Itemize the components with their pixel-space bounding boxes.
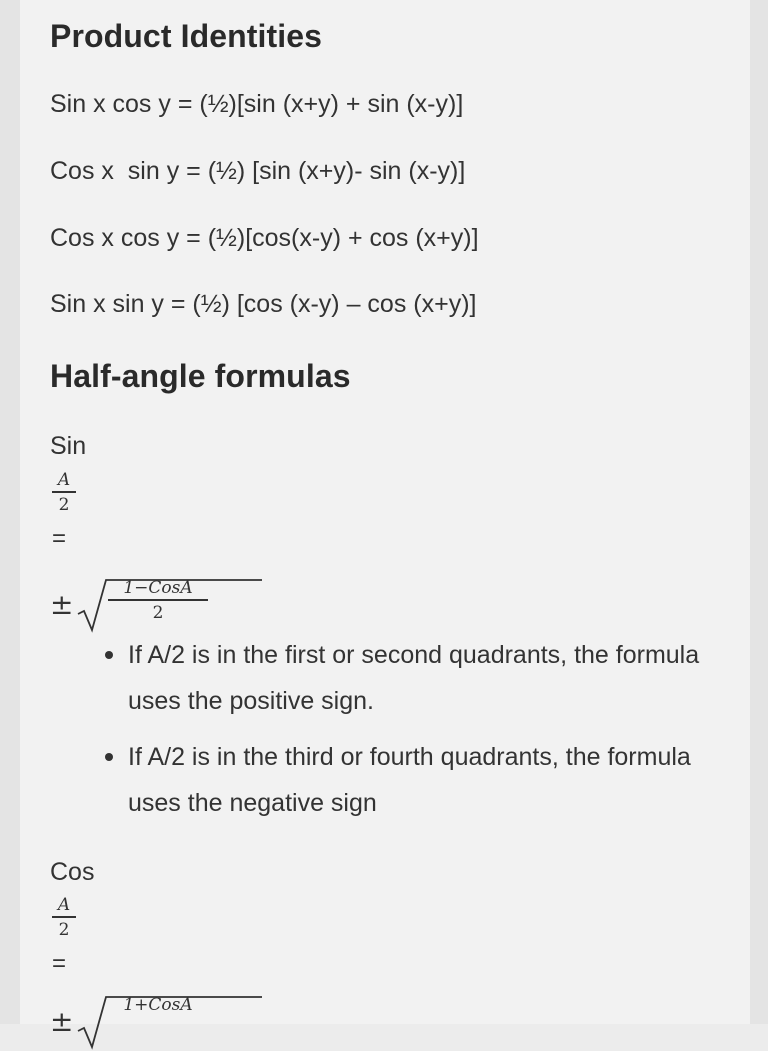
right-gutter xyxy=(750,0,768,1024)
sin-sqrt-expression xyxy=(50,578,290,634)
product-identities-heading: Product Identities xyxy=(50,18,323,54)
fraction-bar xyxy=(52,491,76,493)
cos-equals-sign: = xyxy=(52,950,67,977)
cos-radicand-fraction xyxy=(108,995,208,1015)
radicand-numerator: 1−CosA xyxy=(123,578,193,598)
radicand-fraction-bar xyxy=(108,599,208,601)
left-gutter xyxy=(0,0,20,1024)
fraction-numerator: A xyxy=(57,895,71,915)
list-item xyxy=(98,734,748,826)
product-formula-3: Cos x cos y = (½)[cos(x-y) + cos (x+y)] xyxy=(50,224,479,252)
bullet-text: If A/2 is in the first or second quadrants, the formula uses the positive sign. xyxy=(128,641,700,715)
radicand-denominator: 2 xyxy=(152,602,164,623)
cos-label: Cos xyxy=(50,858,95,886)
sin-radicand-fraction xyxy=(108,578,208,623)
bullet-text: If A/2 is in the third or fourth quadrants, the formula uses the negative sign xyxy=(128,743,691,817)
cos-a-over-2 xyxy=(52,895,76,940)
fraction-denominator: 2 xyxy=(58,494,70,515)
fraction-bar xyxy=(52,916,76,918)
plus-minus-sign: ± xyxy=(50,588,74,621)
sin-label: Sin xyxy=(50,432,87,460)
plus-minus-sign: ± xyxy=(50,1005,74,1038)
bullet-dot-icon xyxy=(105,651,113,659)
fraction-denominator: 2 xyxy=(58,919,70,940)
half-angle-heading: Half-angle formulas xyxy=(50,358,351,394)
product-formula-1: Sin x cos y = (½)[sin (x+y) + sin (x-y)] xyxy=(50,90,464,118)
sin-a-over-2 xyxy=(52,470,76,515)
sin-equals-sign: = xyxy=(52,525,67,552)
radicand-numerator: 1+CosA xyxy=(123,995,193,1015)
fraction-numerator: A xyxy=(57,470,71,490)
product-formula-2: Cos x sin y = (½) [sin (x+y)- sin (x-y)] xyxy=(50,157,466,185)
sign-rule-list xyxy=(98,632,748,836)
bullet-dot-icon xyxy=(105,753,113,761)
product-formula-4: Sin x sin y = (½) [cos (x-y) – cos (x+y)] xyxy=(50,290,477,318)
article-body xyxy=(20,0,750,1038)
cos-sqrt-expression xyxy=(50,995,290,1051)
list-item xyxy=(98,632,748,724)
